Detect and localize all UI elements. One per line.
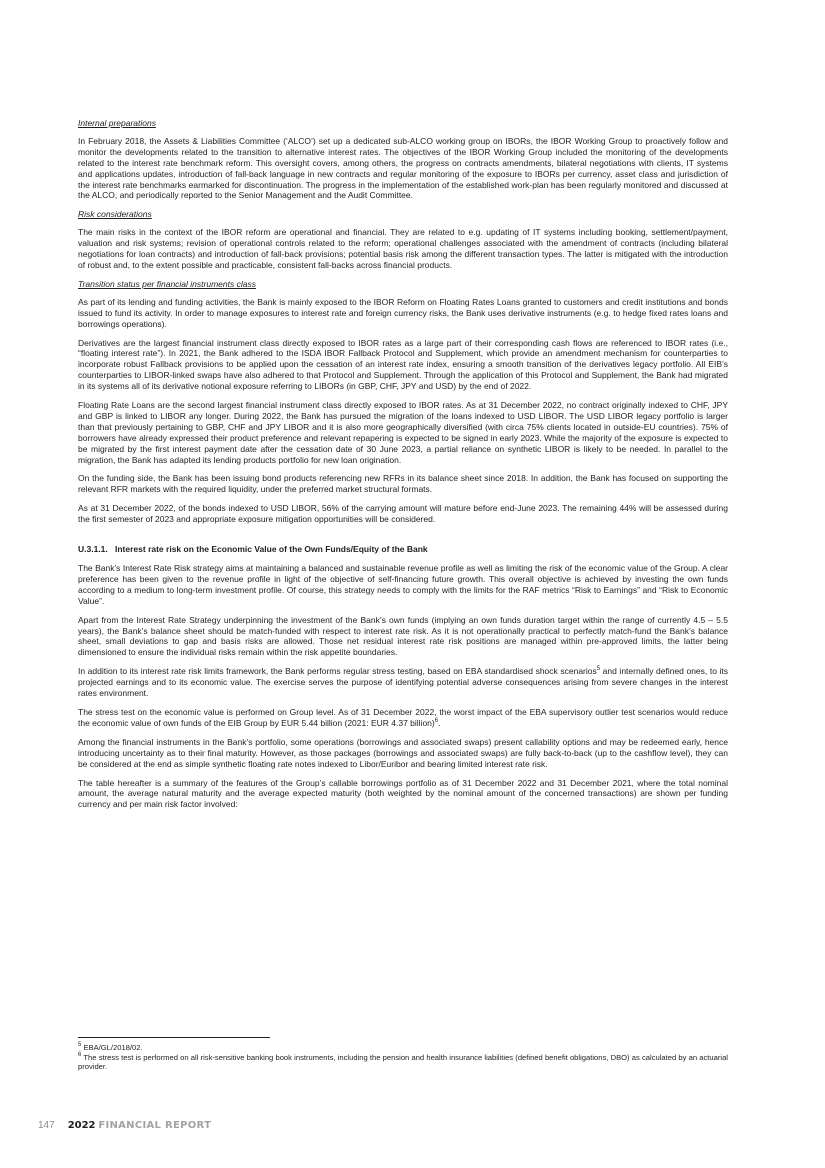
paragraph: As part of its lending and funding activities, the Bank is mainly exposed to the IBOR Reform on Floating Rates Loans granted to customers and credit institutions and bonds issued to fund its activity. In order to manage exposures to interest rate and foreign currency risks, the Bank uses derivative instruments (e.g. to hedge fixed rates loans and borrowings operations). [78,296,728,329]
main-content [78,118,728,818]
paragraph [78,707,728,729]
page-footer [38,1120,211,1131]
subheading-transition-status: Transition status per financial instruments class [78,278,256,289]
footnote-ref: 6 [434,717,439,724]
paragraph: Derivatives are the largest financial instrument class directly exposed to IBOR rates as a large part of their corresponding cash flows are referenced to IBOR rates (i.e., “floating interest rate”). In 2021, the Bank adhered to the ISDA IBOR Fallback Protocol and Supplement, which provide an amendment mechanism for counterparties to incorporate robust Fallback provisions to be applied upon the cessation of an interest rate index, ensuring a smooth transition of the derivatives legacy portfolio. All EIB’s counterparties to LIBOR-linked swaps have also adhered to that Protocol and Supplement. Through the application of this Protocol and Supplement, the Bank had migrated in its systems all of its derivative notional exposure referring to LIBORs (in GBP, CHF, JPY and USD) by the end of 2022. [78,337,728,392]
paragraph: The table hereafter is a summary of the features of the Group’s callable borrowings portfolio as of 31 December 2022 and 31 December 2021, where the total nominal amount, the average natural maturity and the average expected maturity (both weighted by the nominal amount of the concerned transactions) are shown per funding currency and per main risk factor involved: [78,777,728,810]
paragraph-text: In addition to its interest rate risk limits framework, the Bank performs regular stress testing, based on EBA standardised shock scenarios [78,666,597,677]
footnote-divider [78,1037,270,1038]
paragraph-text: . [438,717,441,728]
paragraph: As at 31 December 2022, of the bonds indexed to USD LIBOR, 56% of the carrying amount will mature before end-June 2023. The remaining 44% will be assessed during the first semester of 2023 and appropriate exposure mitigation opportunities will be considered. [78,503,728,525]
section-number: U.3.1.1. [78,544,108,555]
section-heading-u311 [78,544,728,555]
footnote-text: The stress test is performed on all risk-sensitive banking book instruments, including the pension and health insurance liabilities (defined benefit obligations, DBO) as calculated by an actuarial provider. [78,1052,728,1072]
paragraph: On the funding side, the Bank has been issuing bond products referencing new RFRs in its balance sheet since 2018. In addition, the Bank has focused on supporting the relevant RFR markets with the required liquidity, under the preferred market structural formats. [78,473,728,495]
paragraph: Among the financial instruments in the Bank’s portfolio, some operations (borrowings and associated swaps) present callability options and may be redeemed early, hence introducing uncertainty as to their final maturity. However, as those packages (borrowings and associated swaps) are fully back-to-back (up to the cashflow level), they can be considered at the end as simple synthetic floating rate notes indexed to Libor/Euribor and bearing limited interest rate risk. [78,736,728,769]
paragraph: Floating Rate Loans are the second largest financial instrument class directly exposed to IBOR rates. As at 31 December 2022, no contract originally indexed to CHF, JPY and GBP is linked to LIBOR any longer. During 2022, the Bank has pursued the migration of the loans indexed to USD LIBOR. The USD LIBOR legacy portfolio is larger than that previously pertaining to GBP, CHF and JPY LIBOR and it is also more geographically diversified (with circa 75% clients located in outside-EU countries). 75% of borrowers have already expressed their product preference and relevant repapering is expected to be signed in early 2023. While the majority of the exposure is expected to be migrated by the first interest payment date after the cessation date of 30 June 2023, a partial reliance on synthetic LIBOR is likely to be needed. In parallel to the migration, the Bank has adapted its lending products portfolio for new loan origination. [78,400,728,465]
paragraph: Apart from the Interest Rate Strategy underpinning the investment of the Bank’s own funds (implying an own funds duration target within the range of currently 4.5 – 5.5 years), the Bank’s balance sheet should be match-funded with respect to interest rate risk. As it is not operationally practical to perfectly match-fund the Bank’s balance sheet, small deviations to gap and basis risks are allowed. Those net residual interest rate risk positions are managed within pre-approved limits, the latter being dimensioned to ensure the individual risks remain within the risk appetite boundaries. [78,614,728,658]
paragraph-text: The stress test on the economic value is performed on Group level. As of 31 December 2022, the worst impact of the EBA supervisory outlier test scenarios would reduce the economic value of own funds of the EIB Group by EUR 5.44 billion (2021: EUR 4.37 billion) [78,706,728,728]
page-number: 147 [38,1120,55,1131]
footnote-mark: 5 [78,1042,82,1048]
paragraph: The Bank’s Interest Rate Risk strategy aims at maintaining a balanced and sustainable revenue profile as well as limiting the risk of the economic value of the Group. A clear preference has been given to the revenue profile in light of the objective of self-financing future growth. This overall objective is achieved by investing the own funds according to a medium to long-term investment profile. Of course, this strategy needs to comply with the limits for the RAF metrics “Risk to Earnings” and “Risk to Economic Value”. [78,563,728,606]
subheading-risk-considerations: Risk considerations [78,209,152,220]
report-title: FINANCIAL REPORT [98,1120,212,1131]
footnote [78,1053,728,1072]
paragraph [78,666,728,699]
subheading-internal-preparations: Internal preparations [78,118,156,128]
footnote-mark: 6 [78,1051,82,1058]
paragraph-text: and internally defined ones, to its projected earnings and to its economic value. The exercise serves the purpose of identifying potential adverse consequences arising from severe changes in the interest rates environment. [78,666,729,699]
paragraph: The main risks in the context of the IBOR reform are operational and financial. They are related to e.g. updating of IT systems including booking, settlement/payment, valuation and risk systems; revision of operational controls related to the reform; operational challenges associated with the amendment of contracts (including bilateral negotiations for loan contracts) and introduction of fall-back provisions; potential basis risk among the different transaction types. The latter is mitigated with the introduction of robust and, to the extent possible and practicable, consistent fall-backs across financial products. [78,227,728,270]
footnote-ref: 5 [596,666,601,673]
section-title: Interest rate risk on the Economic Value of the Own Funds/Equity of the Bank [115,544,428,555]
footnote [78,1043,728,1053]
paragraph: In February 2018, the Assets & Liabilities Committee (‘ALCO’) set up a dedicated sub-ALCO working group on IBORs, the IBOR Working Group to proactively follow and monitor the developments related to the transition to alternative interest rates. The objectives of the IBOR Working Group included the monitoring of the developments related to the interest rate benchmark reform. This oversight covers, among others, the progress on contracts amendments, bilateral negotiations with clients, IT systems and applications updates, introduction of fall-back language in new contracts and regular monitoring of the exposure to IBORs per currency, asset class and jurisdiction of the interest rate benchmarks earmarked for discontinuation. The progress in the implementation of the established work-plan has been regularly monitored and discussed at the ALCO, and periodically reported to the Senior Management and the Audit Committee. [78,135,728,201]
footnote-text: EBA/GL/2018/02. [81,1043,143,1052]
footnotes [78,1043,728,1072]
report-year: 2022 [67,1120,96,1131]
